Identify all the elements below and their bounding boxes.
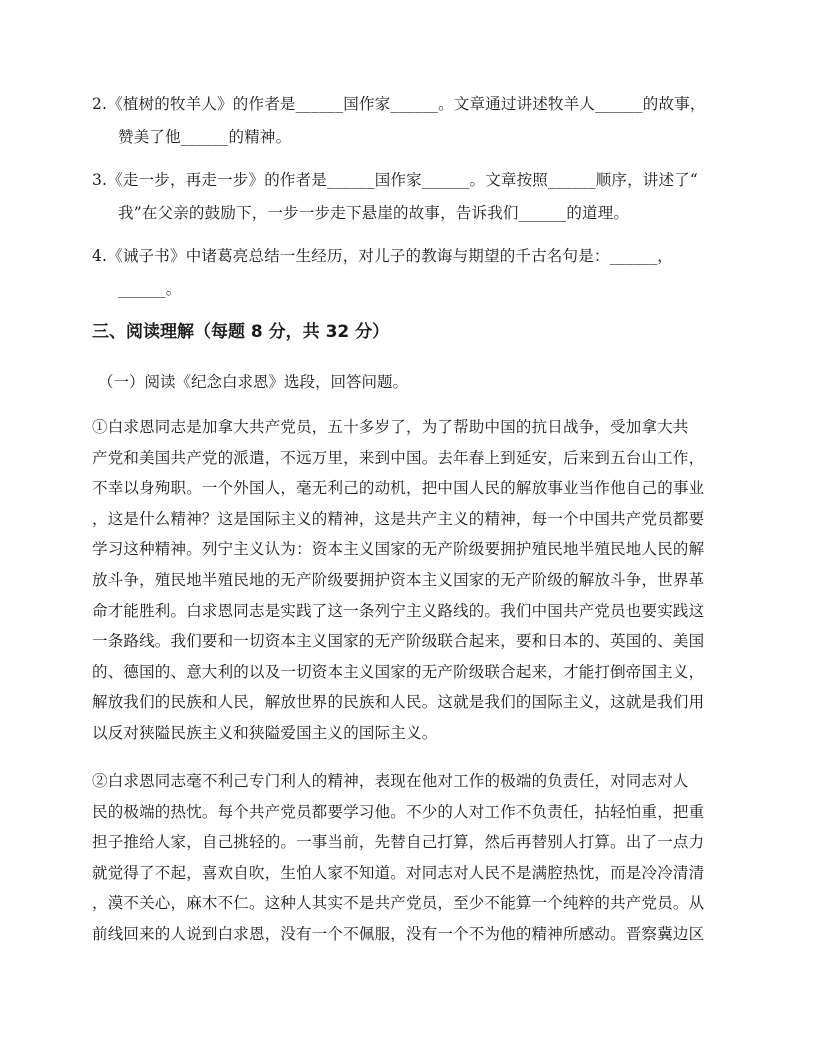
question-3-line-1: 3.《走一步，再走一步》的作者是______国作家______。文章按照______顺序，讲述了“ <box>92 171 699 189</box>
paragraph-1-line: 放斗争，殖民地半殖民地的无产阶级要拥护资本主义国家的无产阶级的解放斗争，世界革 <box>92 570 705 589</box>
paragraph-2-line: 就觉得了不起，喜欢自吹，生怕人家不知道。对同志对人民不是满腔热忱，而是冷冷清清 <box>92 863 705 882</box>
question-2-line-1: 2.《植树的牧羊人》的作者是______国作家______。文章通过讲述牧羊人______的故事， <box>92 95 706 113</box>
paragraph-1-line: 的、德国的、意大利的以及一切资本主义国家的无产阶级联合起来，才能打倒帝国主义， <box>92 662 705 681</box>
paragraph-1-line: 命才能胜利。白求恩同志是实践了这一条列宁主义路线的。我们中国共产党员也要实践这 <box>92 601 705 620</box>
paragraph-1-line: 解放我们的民族和人民，解放世界的民族和人民。这就是我们的国际主义，这就是我们用 <box>92 693 705 712</box>
question-3-line-2: 我”在父亲的鼓励下，一步一步走下悬崖的故事，告诉我们______的道理。 <box>118 204 630 222</box>
paragraph-1-line: 以反对狭隘民族主义和狭隘爱国主义的国际主义。 <box>92 723 438 742</box>
section-heading: 三、阅读理解（每题 8 分，共 32 分） <box>92 322 390 342</box>
question-3 <box>92 164 722 230</box>
paragraph-2-line: 前线回来的人说到白求恩，没有一个不佩服，没有一个不为他的精神所感动。晋察冀边区 <box>92 924 705 943</box>
question-4 <box>92 240 722 306</box>
paragraph-1-line: 学习这种精神。列宁主义认为：资本主义国家的无产阶级要拥护殖民地半殖民地人民的解 <box>92 540 705 559</box>
paragraph-2-line: 担子推给人家，自己挑轻的。一事当前，先替自己打算，然后再替别人打算。出了一点力 <box>92 833 705 852</box>
question-2-line-2: 赞美了他______的精神。 <box>118 128 292 146</box>
question-4-line-1: 4.《诫子书》中诸葛亮总结一生经历，对儿子的教诲与期望的千古名句是：______， <box>92 247 673 265</box>
paragraph-1-line: ①白求恩同志是加拿大共产党员，五十多岁了，为了帮助中国的抗日战争，受加拿大共 <box>92 418 689 436</box>
paragraph-2-line: ，漠不关心，麻木不仁。这种人其实不是共产党员，至少不能算一个纯粹的共产党员。从 <box>92 894 705 913</box>
paragraph-1-line: 一条路线。我们要和一切资本主义国家的无产阶级联合起来，要和日本的、英国的、美国 <box>92 632 705 651</box>
paragraph-1-line: 不幸以身殉职。一个外国人，毫无利己的动机，把中国人民的解放事业当作他自己的事业 <box>92 479 705 498</box>
paragraph-1-line: 产党和美国共产党的派遣，不远万里，来到中国。去年春上到延安，后来到五台山工作， <box>92 448 705 467</box>
question-4-line-2: ______。 <box>118 280 182 298</box>
subsection-title: （一）阅读《纪念白求恩》选段，回答问题。 <box>98 373 409 391</box>
paragraph-1-line: ，这是什么精神？这是国际主义的精神，这是共产主义的精神，每一个中国共产党员都要 <box>92 509 705 528</box>
paragraph-2-line: 民的极端的热忱。每个共产党员都要学习他。不少的人对工作不负责任，拈轻怕重，把重 <box>92 802 705 821</box>
paragraph-2 <box>92 766 724 950</box>
paragraph-2-line: ②白求恩同志毫不利己专门利人的精神，表现在他对工作的极端的负责任，对同志对人 <box>92 772 689 790</box>
paragraph-1 <box>92 412 724 749</box>
question-2 <box>92 88 722 154</box>
